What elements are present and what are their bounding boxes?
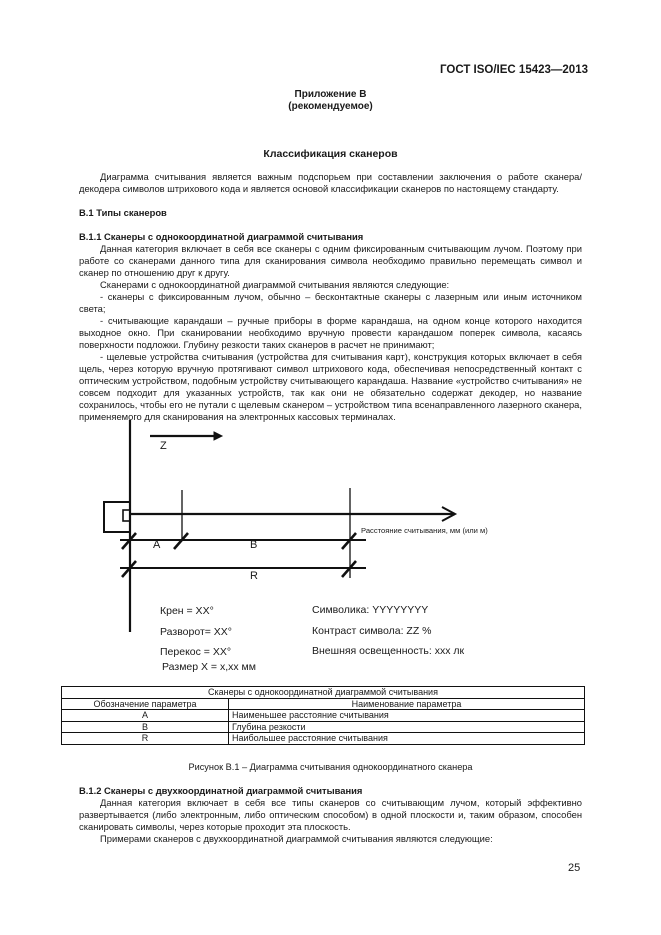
intro-paragraph: Диаграмма считывания является важным подспорьем при составлении заключения о работе сканера/декодера символов штрихового кода и является основой классификации сканеров по настоящему стандарту. (79, 171, 582, 194)
table-cell: B (62, 721, 229, 733)
distance-axis-label: Расстояние считывания, мм (или м) (361, 526, 488, 535)
b11-paragraph-2: Сканерами с однокоординатной диаграммой считывания являются следующие: (100, 279, 450, 290)
standard-code: ГОСТ ISO/IEC 15423—2013 (440, 64, 588, 76)
segment-a-label: A (153, 539, 161, 551)
table-cell: Глубина резкости (229, 721, 585, 733)
table-title: Сканеры с однокоординатной диаграммой считывания (62, 687, 585, 699)
table-title-row (62, 687, 585, 699)
segment-r-label: R (250, 570, 258, 582)
column-header: Наименование параметра (229, 698, 585, 710)
param-roll: Крен = XX° (160, 605, 214, 617)
heading-b11: В.1.1 Сканеры с однокоординатной диаграммой считывания (79, 231, 364, 242)
table-row (62, 710, 585, 722)
table-cell: Наименьшее расстояние считывания (229, 710, 585, 722)
b12-paragraph-2: Примерами сканеров с двухкоординатной диаграммой считывания являются следующие: (100, 833, 493, 844)
heading-b1: В.1 Типы сканеров (79, 207, 167, 218)
heading-b12: В.1.2 Сканеры с двухкоординатной диаграммой считывания (79, 785, 363, 796)
table-header-row (62, 698, 585, 710)
table-row (62, 733, 585, 745)
table-cell: R (62, 733, 229, 745)
param-x-size: Размер X = x,xx мм (162, 661, 256, 673)
page-number: 25 (568, 862, 581, 874)
param-skew: Перекос = XX° (160, 646, 232, 658)
table-cell: A (62, 710, 229, 722)
b11-list-item: - сканеры с фиксированным лучом, обычно – бесконтактные сканеры с лазерным или иным источником света; (79, 291, 582, 314)
parameter-table (61, 686, 585, 745)
b12-paragraph-1: Данная категория включает в себя все типы сканеров со считывающим лучом, который эффективно развертывается (либо электронным, либо оптическим способом) в одной плоскости и, таким образом, способен сканировать символы, через которые проходит эта плоскость. (79, 797, 582, 832)
b11-list-item: - считывающие карандаши – ручные приборы в форме карандаша, на одном конце которого находится выходное окно. При сканировании необходимо вручную провести карандашом поперек символа, касаясь поверхности подложки. Глубину резкости таких сканеров в расчет не принимают; (79, 315, 582, 350)
annex-subtitle: (рекомендуемое) (288, 101, 373, 112)
segment-b-label: B (250, 539, 258, 551)
section-title: Классификация сканеров (263, 148, 398, 160)
figure-caption: Рисунок В.1 – Диаграмма считывания однокоординатного сканера (188, 762, 473, 772)
param-illumination: Внешняя освещенность: xxx лк (312, 645, 465, 657)
b11-list-item: - щелевые устройства считывания (устройства для считывания карт), конструкция которых включает в себя щель, через которую вручную протягивают символ штрихового кода, обеспечивая непосредственный контакт с оптическим устройством, подобным устройству считывающего карандаша. Название «устройство считывания» не совсем подходит для указанных устройств, так как они не обязательно содержат декодер, но название сохранилось, чтобы его не путали с щелевым сканером – устройством типа всенаправленного лазерного сканера, применяемого для сканирования на электронных кассовых терминалах. (79, 351, 582, 422)
scanner-icon (104, 502, 130, 532)
param-symbology: Символика: YYYYYYYY (312, 604, 429, 616)
param-contrast: Контраст символа: ZZ % (312, 625, 432, 637)
column-header: Обозначение параметра (62, 698, 229, 710)
z-label: Z (160, 440, 167, 452)
param-yaw: Разворот= XX° (160, 626, 233, 638)
b11-paragraph-1: Данная категория включает в себя все сканеры с одним фиксированным считывающим лучом. Поэтому при работе со сканерами данного типа для сканирования символа необходимо правильно перемещать символ и сканер по отношению друг к другу. (79, 243, 582, 278)
table-row (62, 721, 585, 733)
annex-title: Приложение В (294, 89, 367, 100)
table-cell: Наибольшее расстояние считывания (229, 733, 585, 745)
